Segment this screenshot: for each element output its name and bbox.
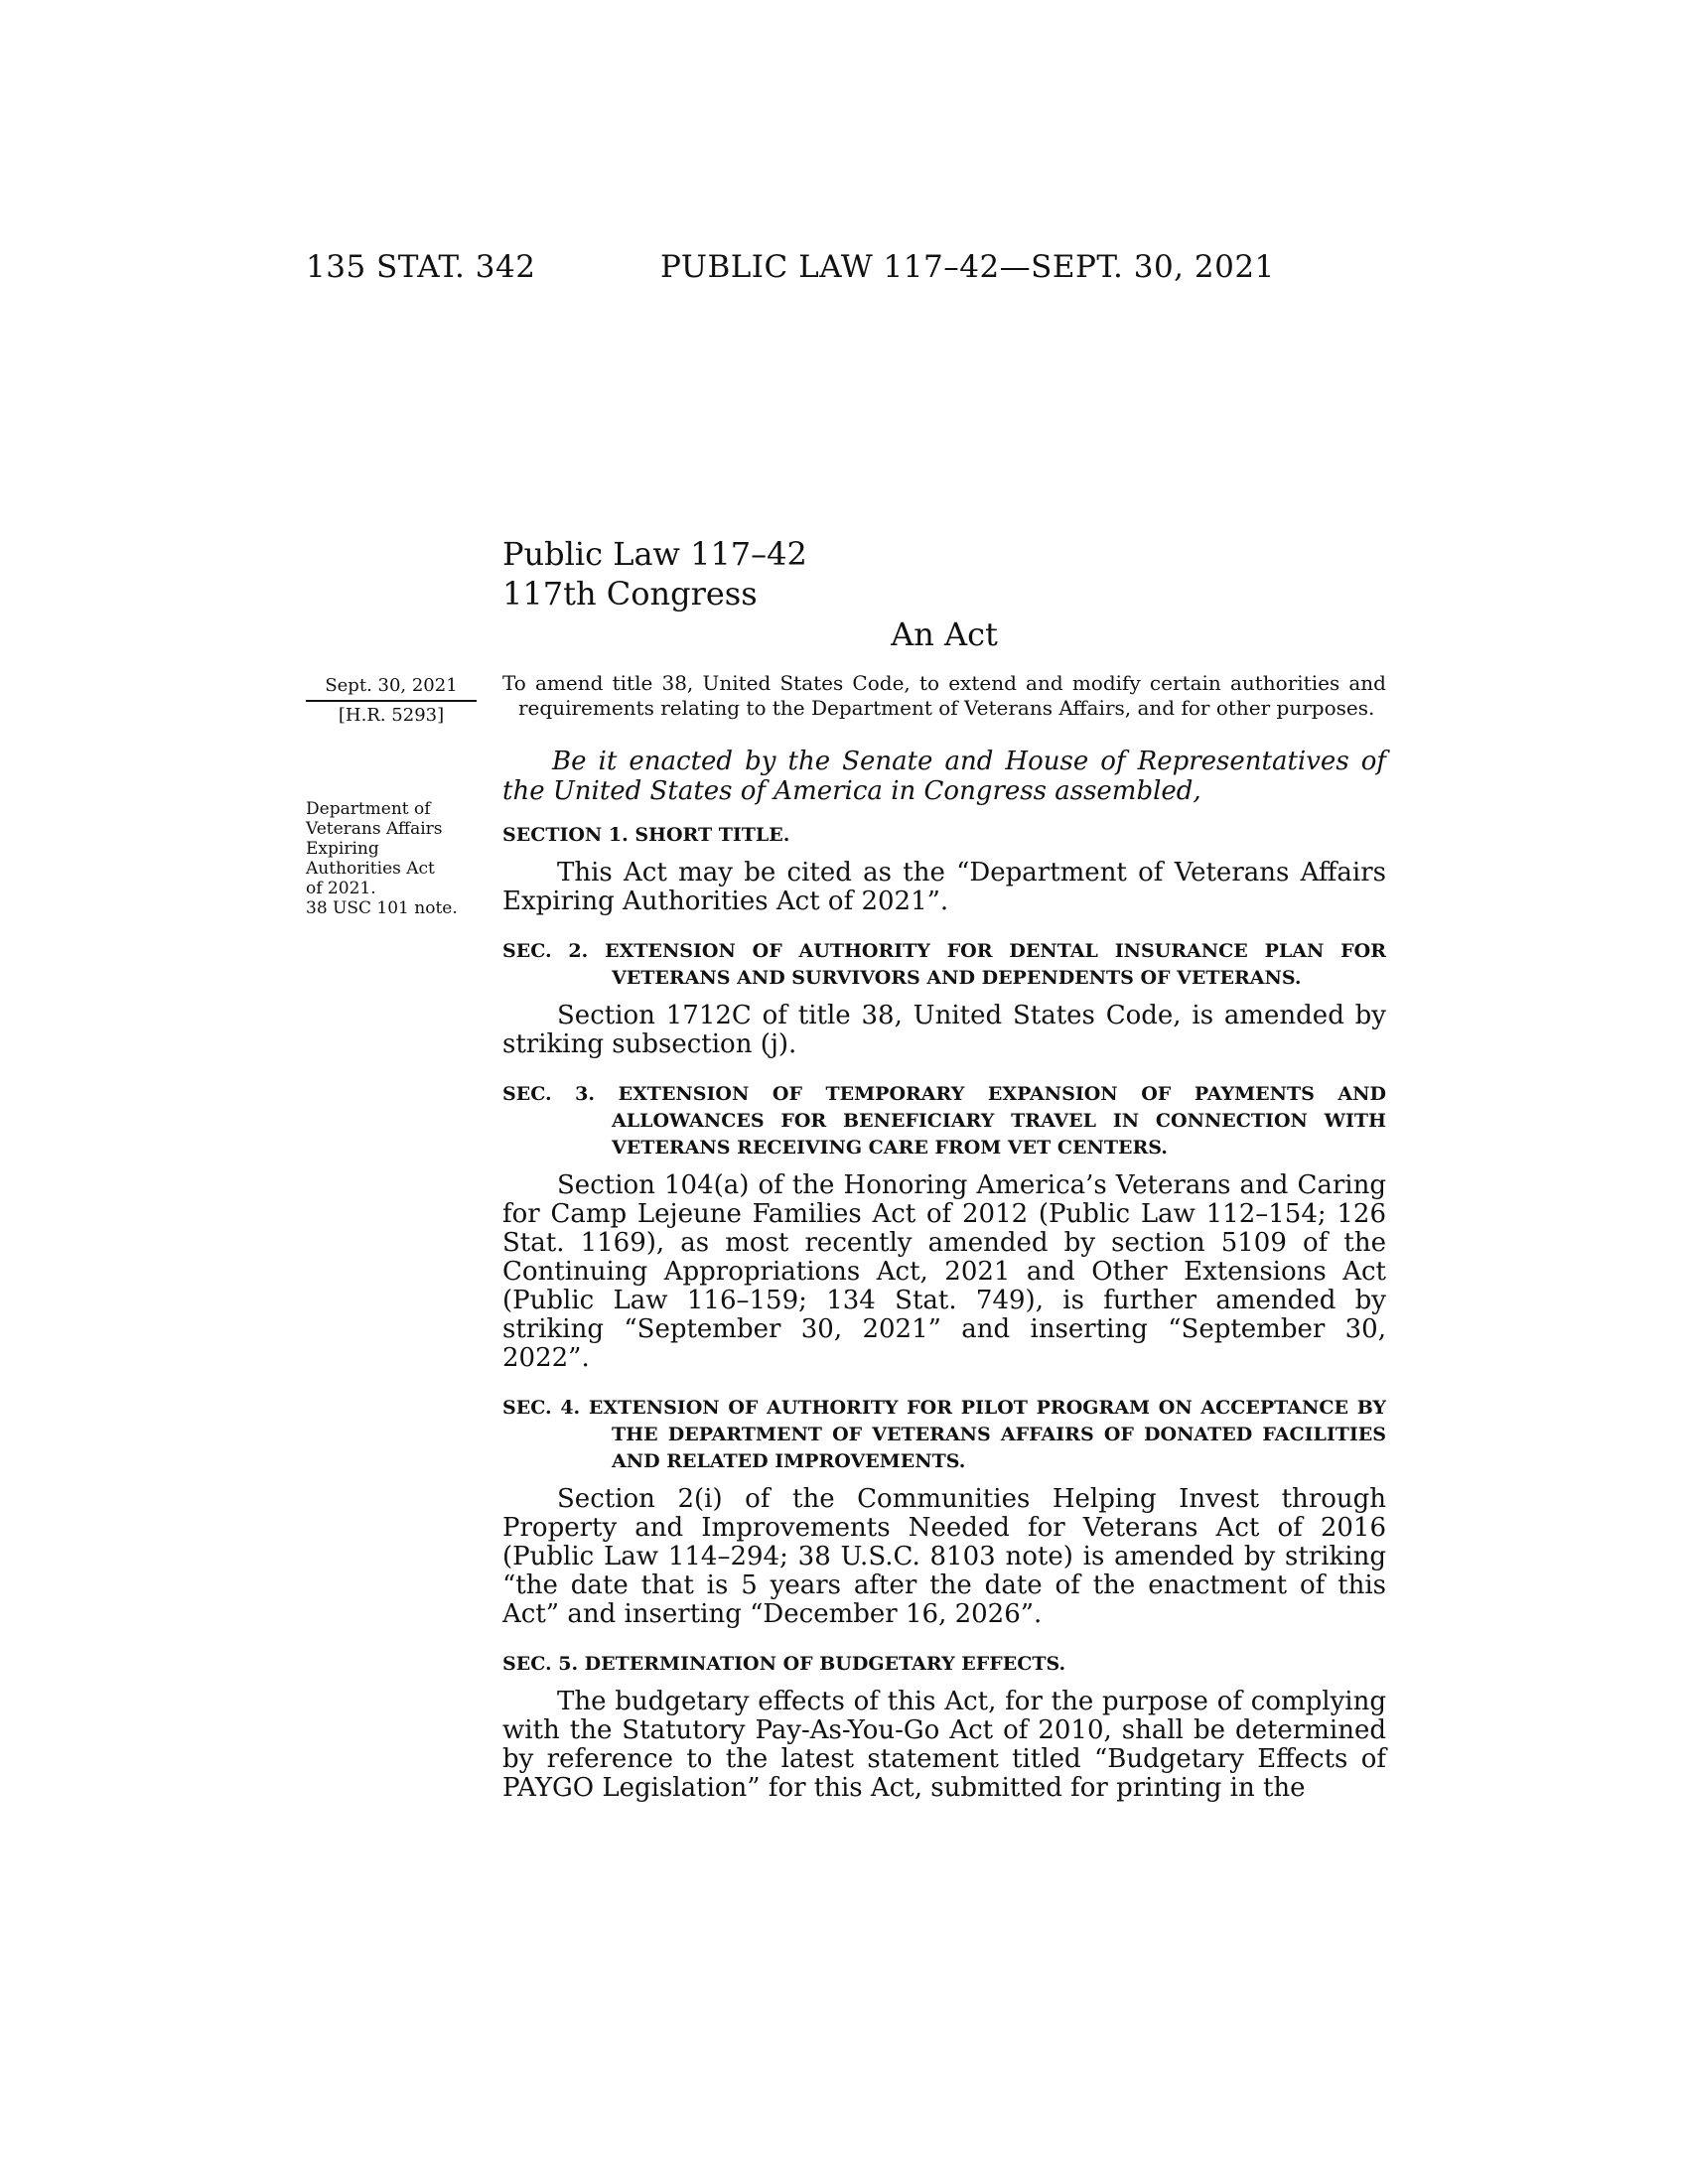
section-heading: SEC. 3. EXTENSION OF TEMPORARY EXPANSION OF PAYMENTS AND ALLOWANCES FOR BENEFICIARY TRAVEL IN CONNECTION WITH VETERANS RECEIVING CARE FROM VET CENTERS. xyxy=(502,1083,1386,1159)
section-4 xyxy=(502,1395,1386,1629)
margin-note-short-title xyxy=(306,799,480,918)
margin-note-line: Department of xyxy=(306,799,431,819)
section-heading: SEC. 5. DETERMINATION OF BUDGETARY EFFECTS. xyxy=(502,1653,1066,1675)
section-1 xyxy=(502,822,1386,916)
section-2 xyxy=(502,938,1386,1059)
section-text: Section 1712C of title 38, United States Code, is amended by striking subsection (j). xyxy=(502,1001,1386,1059)
margin-note-line: Authorities Act xyxy=(306,859,435,879)
public-law-number: Public Law 117–42 xyxy=(502,535,807,573)
running-title: PUBLIC LAW 117–42—SEPT. 30, 2021 xyxy=(660,249,1275,285)
section-3 xyxy=(502,1081,1386,1373)
section-text: This Act may be cited as the “Department of Veterans Affairs Expiring Authorities Act of 2021”. xyxy=(502,858,1386,916)
section-heading: SEC. 4. EXTENSION OF AUTHORITY FOR PILOT PROGRAM ON ACCEPTANCE BY THE DEPARTMENT OF VETERANS AFFAIRS OF DONATED FACILITIES AND RELATED IMPROVEMENTS. xyxy=(502,1397,1386,1472)
margin-note-date: Sept. 30, 2021 xyxy=(306,675,477,702)
section-5 xyxy=(502,1651,1386,1803)
section-text: Section 104(a) of the Honoring America’s Veterans and Caring for Camp Lejeune Families Act of 2012 (Public Law 112–154; 126 Stat. 1169), as most recently amended by section 5109 of the Continuing Appropriations Act, 2021 and Other Extensions Act (Public Law 116–159; 134 Stat. 749), is further amended by striking “September 30, 2021” and inserting “September 30, 2022”. xyxy=(502,1170,1386,1373)
section-text: The budgetary effects of this Act, for the purpose of complying with the Statutory Pay-As-You-Go Act of 2010, shall be determined by reference to the latest statement titled “Budgetary Effects of PAYGO Legislation” for this Act, submitted for printing in the xyxy=(502,1687,1386,1803)
margin-note-line: Veterans Affairs xyxy=(306,819,443,839)
page-reference: 135 STAT. 342 xyxy=(306,249,536,285)
margin-note-line: of 2021. xyxy=(306,879,376,898)
margin-note-bill: [H.R. 5293] xyxy=(338,705,445,726)
purpose-clause: To amend title 38, United States Code, to extend and modify certain authorities and requirements relating to the Department of Veterans Affairs, and for other purposes. xyxy=(502,671,1386,720)
congress-label: 117th Congress xyxy=(502,575,758,613)
law-body xyxy=(502,671,1386,1825)
section-text: Section 2(i) of the Communities Helping Invest through Property and Improvements Needed for Veterans Act of 2016 (Public Law 114–294; 38 U.S.C. 8103 note) is amended by striking “the date that is 5 years after the date of the enactment of this Act” and inserting “December 16, 2026”. xyxy=(502,1484,1386,1629)
section-heading: SEC. 2. EXTENSION OF AUTHORITY FOR DENTAL INSURANCE PLAN FOR VETERANS AND SURVIVORS AND DEPENDENTS OF VETERANS. xyxy=(502,940,1386,989)
section-heading: SECTION 1. SHORT TITLE. xyxy=(502,824,790,846)
act-heading: An Act xyxy=(891,615,998,653)
margin-note-line: Expiring xyxy=(306,839,379,859)
enacting-clause: Be it enacted by the Senate and House of Representatives of the United States of America in Congress assembled, xyxy=(502,747,1386,806)
margin-note-line: 38 USC 101 note. xyxy=(306,898,458,918)
